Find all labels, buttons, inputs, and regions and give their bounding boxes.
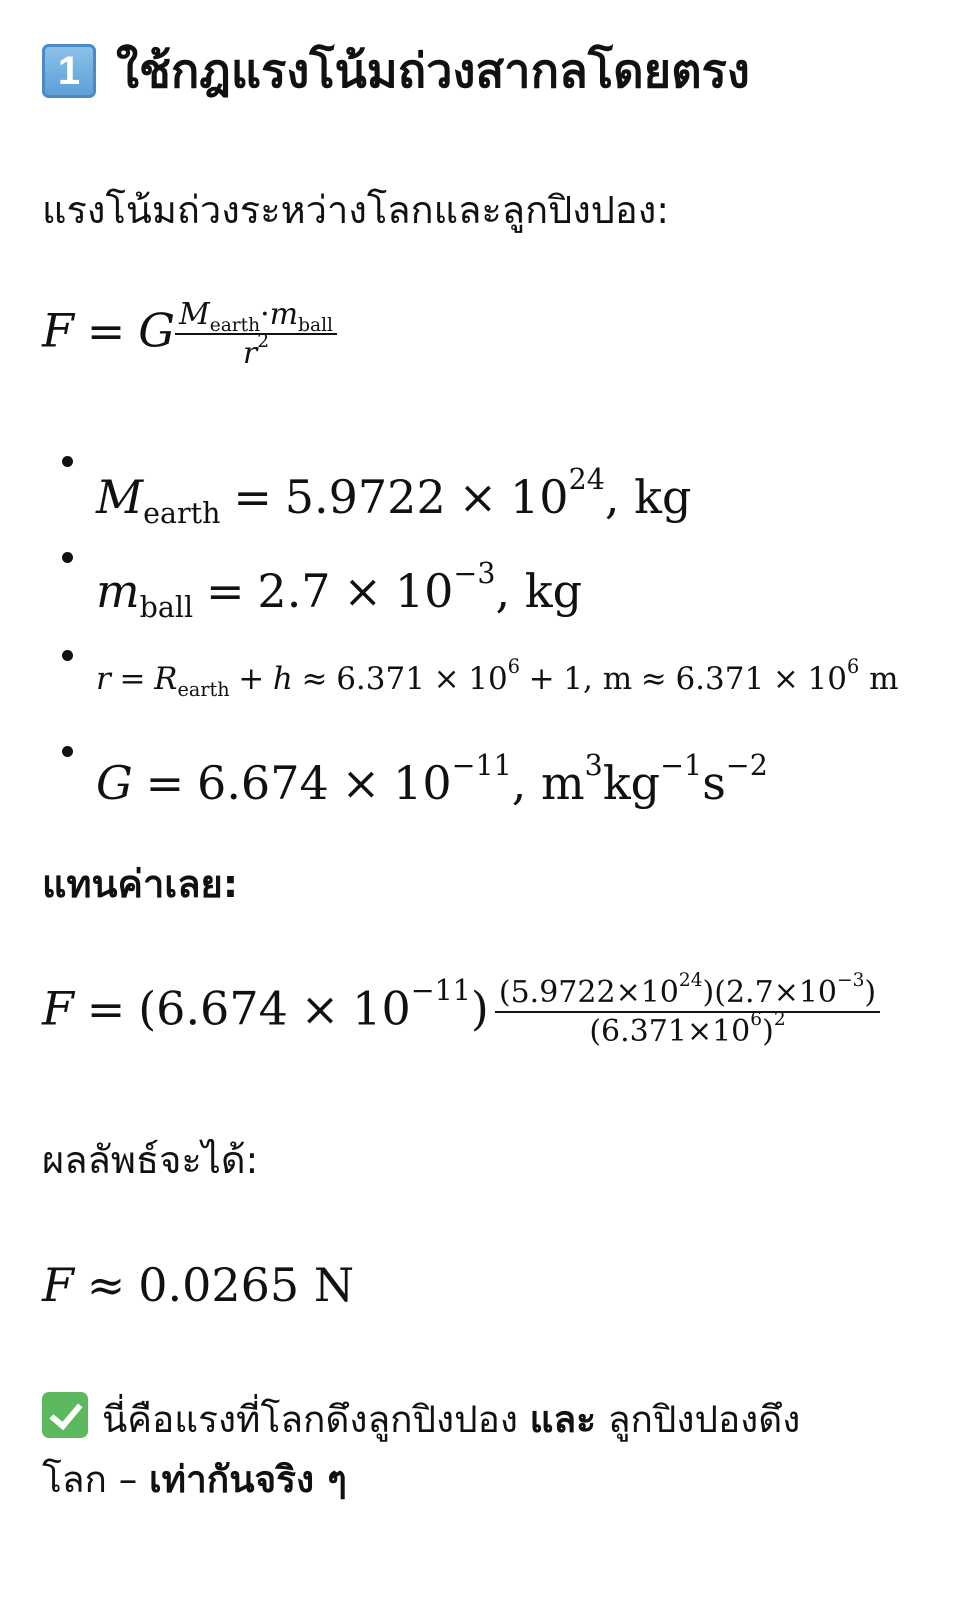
substitution-formula: $F = (6.674 \times 10^{-11})$ $\frac{(5.9722\times 10^{24})(2.7\times 10^{-3})}{(6.371\times 10^6)^2}$	[42, 978, 880, 1047]
keycap-one-icon: 1	[42, 44, 96, 98]
intro-text: แรงโน้มถ่วงระหว่างโลกและลูกปิงปอง:	[42, 188, 670, 232]
value-mass-earth: $M_{earth} = 5.9722 \times 10^{24}$, kg	[96, 462, 692, 530]
heading-title: ใช้กฎแรงโน้มถ่วงสากลโดยตรง	[116, 43, 750, 99]
bullet-dot	[62, 552, 73, 563]
gravitation-formula: F = G $\frac{M_{earth}\cdot m_{ball}}{r^2}$	[42, 300, 337, 369]
formula-fraction: $\frac{M_{earth}\cdot m_{ball}}{r^2}$	[175, 300, 337, 369]
conclusion-line-2: โลก – เท่ากันจริง ๆ	[42, 1458, 347, 1501]
bullet-dot	[62, 746, 73, 757]
value-radius: $r = R_{earth} + h \approx 6.371 \times 10^6 + 1$, $m \approx 6.371 \times 10^6$ m	[96, 654, 899, 701]
value-gravitational-constant: $G = 6.674 \times 10^{-11}$, $m^3kg^{-1}s^{-2}$	[96, 748, 768, 810]
substitution-fraction: $\frac{(5.9722\times 10^{24})(2.7\times 10^{-3})}{(6.371\times 10^6)^2}$	[495, 978, 880, 1047]
bullet-dot	[62, 650, 73, 661]
result-formula: F ≈ 0.0265 N	[42, 1258, 355, 1312]
conclusion-line-1: นี่คือแรงที่โลกดึงลูกปิงปอง และ ลูกปิงปองดึง	[42, 1392, 800, 1444]
bullet-dot	[62, 456, 73, 467]
value-mass-ball: $m_{ball} = 2.7 \times 10^{-3}$, kg	[96, 556, 583, 624]
substitute-label: แทนค่าเลย:	[42, 862, 239, 906]
section-heading	[42, 44, 750, 98]
check-mark-icon	[42, 1392, 88, 1438]
result-label: ผลลัพธ์จะได้:	[42, 1138, 259, 1182]
